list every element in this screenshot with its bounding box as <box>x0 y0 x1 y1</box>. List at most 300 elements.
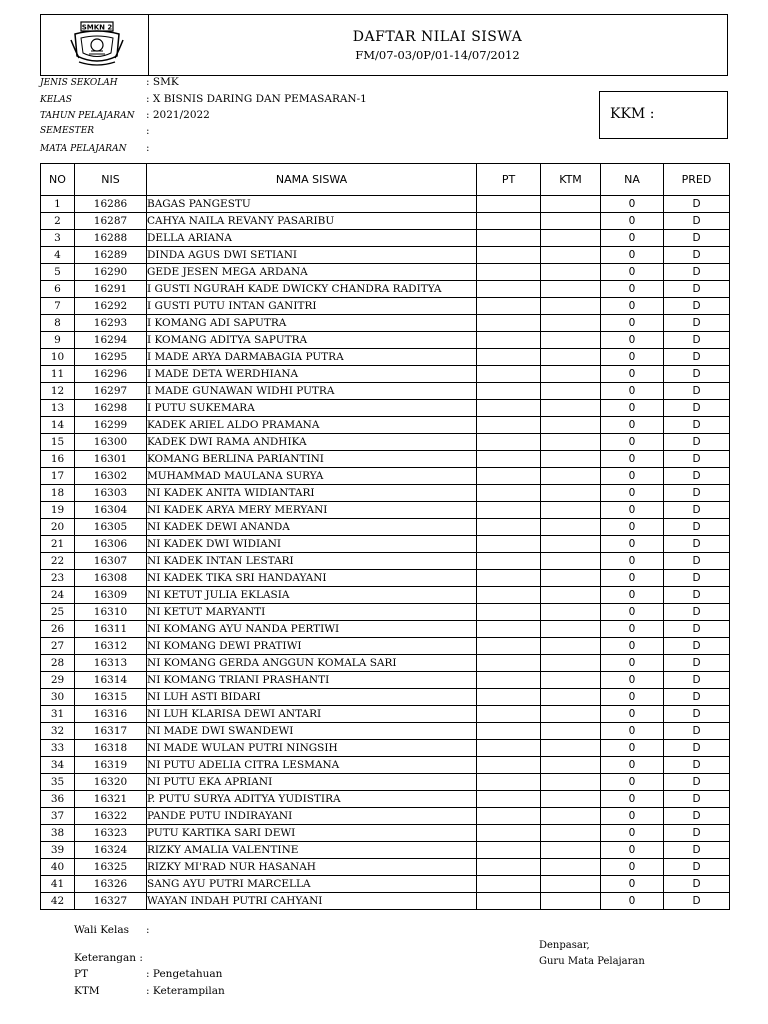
cell-na: 0 <box>601 553 664 570</box>
cell-pred: D <box>664 757 730 774</box>
cell-nis: 16298 <box>75 400 147 417</box>
cell-nis: 16313 <box>75 655 147 672</box>
cell-no: 16 <box>41 451 75 468</box>
cell-pred: D <box>664 332 730 349</box>
cell-nis: 16312 <box>75 638 147 655</box>
cell-ktm <box>541 723 601 740</box>
cell-ktm <box>541 553 601 570</box>
cell-no: 14 <box>41 417 75 434</box>
cell-no: 9 <box>41 332 75 349</box>
cell-ktm <box>541 485 601 502</box>
cell-pt <box>477 468 541 485</box>
document-title: DAFTAR NILAI SISWA <box>352 29 523 45</box>
col-header-ktm: KTM <box>541 164 601 196</box>
cell-pt <box>477 519 541 536</box>
wali-kelas-value: : <box>146 924 150 936</box>
cell-na: 0 <box>601 485 664 502</box>
cell-name: I GUSTI NGURAH KADE DWICKY CHANDRA RADITYA <box>147 281 477 298</box>
cell-nis: 16321 <box>75 791 147 808</box>
cell-no: 24 <box>41 587 75 604</box>
cell-ktm <box>541 400 601 417</box>
cell-pt <box>477 655 541 672</box>
cell-na: 0 <box>601 587 664 604</box>
table-row <box>41 213 730 230</box>
cell-pred: D <box>664 553 730 570</box>
cell-nis: 16286 <box>75 196 147 213</box>
cell-na: 0 <box>601 417 664 434</box>
cell-no: 40 <box>41 859 75 876</box>
cell-ktm <box>541 213 601 230</box>
cell-nis: 16300 <box>75 434 147 451</box>
cell-no: 29 <box>41 672 75 689</box>
table-row <box>41 791 730 808</box>
col-header-pt: PT <box>477 164 541 196</box>
cell-no: 18 <box>41 485 75 502</box>
cell-pred: D <box>664 876 730 893</box>
cell-pt <box>477 247 541 264</box>
cell-ktm <box>541 383 601 400</box>
cell-pt <box>477 417 541 434</box>
cell-name: RIZKY MI'RAD NUR HASANAH <box>147 859 477 876</box>
cell-nis: 16304 <box>75 502 147 519</box>
cell-ktm <box>541 621 601 638</box>
table-row <box>41 859 730 876</box>
cell-pred: D <box>664 536 730 553</box>
cell-no: 34 <box>41 757 75 774</box>
cell-name: I KOMANG ADITYA SAPUTRA <box>147 332 477 349</box>
col-header-na: NA <box>601 164 664 196</box>
cell-pred: D <box>664 791 730 808</box>
cell-ktm <box>541 808 601 825</box>
cell-nis: 16324 <box>75 842 147 859</box>
cell-pred: D <box>664 893 730 910</box>
cell-no: 15 <box>41 434 75 451</box>
cell-ktm <box>541 791 601 808</box>
legend-pt-abbr: PT <box>74 968 89 980</box>
cell-ktm <box>541 536 601 553</box>
cell-name: NI KOMANG AYU NANDA PERTIWI <box>147 621 477 638</box>
cell-na: 0 <box>601 859 664 876</box>
cell-pred: D <box>664 298 730 315</box>
col-header-nis: NIS <box>75 164 147 196</box>
col-header-pred: PRED <box>664 164 730 196</box>
cell-na: 0 <box>601 383 664 400</box>
cell-na: 0 <box>601 434 664 451</box>
cell-pt <box>477 825 541 842</box>
cell-nis: 16314 <box>75 672 147 689</box>
cell-no: 17 <box>41 468 75 485</box>
cell-name: NI PUTU ADELIA CITRA LESMANA <box>147 757 477 774</box>
cell-na: 0 <box>601 689 664 706</box>
table-header-row <box>41 164 730 196</box>
cell-nis: 16323 <box>75 825 147 842</box>
kkm-label: KKM : <box>610 106 655 122</box>
col-header-no: NO <box>41 164 75 196</box>
cell-pred: D <box>664 417 730 434</box>
cell-pt <box>477 315 541 332</box>
cell-no: 23 <box>41 570 75 587</box>
cell-name: WAYAN INDAH PUTRI CAHYANI <box>147 893 477 910</box>
cell-nis: 16327 <box>75 893 147 910</box>
cell-no: 10 <box>41 349 75 366</box>
value-semester: : <box>146 125 150 137</box>
cell-no: 11 <box>41 366 75 383</box>
cell-pt <box>477 570 541 587</box>
cell-name: KADEK DWI RAMA ANDHIKA <box>147 434 477 451</box>
cell-no: 26 <box>41 621 75 638</box>
cell-na: 0 <box>601 825 664 842</box>
cell-na: 0 <box>601 706 664 723</box>
wali-kelas-label: Wali Kelas <box>74 924 129 936</box>
table-row <box>41 655 730 672</box>
document-code: FM/07-03/0P/01-14/07/2012 <box>355 48 520 62</box>
cell-name: I KOMANG ADI SAPUTRA <box>147 315 477 332</box>
cell-na: 0 <box>601 366 664 383</box>
cell-pred: D <box>664 706 730 723</box>
table-row <box>41 315 730 332</box>
cell-name: RIZKY AMALIA VALENTINE <box>147 842 477 859</box>
cell-na: 0 <box>601 536 664 553</box>
cell-na: 0 <box>601 281 664 298</box>
cell-pred: D <box>664 468 730 485</box>
cell-ktm <box>541 247 601 264</box>
cell-pred: D <box>664 349 730 366</box>
cell-pt <box>477 706 541 723</box>
cell-ktm <box>541 672 601 689</box>
cell-ktm <box>541 706 601 723</box>
cell-na: 0 <box>601 757 664 774</box>
cell-pred: D <box>664 434 730 451</box>
cell-ktm <box>541 587 601 604</box>
cell-pt <box>477 587 541 604</box>
cell-pt <box>477 366 541 383</box>
table-row <box>41 400 730 417</box>
cell-name: BAGAS PANGESTU <box>147 196 477 213</box>
label-jenis-sekolah: JENIS SEKOLAH <box>40 78 118 88</box>
cell-nis: 16293 <box>75 315 147 332</box>
logo-cell <box>41 15 149 75</box>
cell-nis: 16325 <box>75 859 147 876</box>
cell-pt <box>477 553 541 570</box>
cell-pt <box>477 281 541 298</box>
cell-ktm <box>541 825 601 842</box>
cell-ktm <box>541 468 601 485</box>
cell-pred: D <box>664 859 730 876</box>
cell-na: 0 <box>601 672 664 689</box>
cell-ktm <box>541 502 601 519</box>
cell-pt <box>477 740 541 757</box>
cell-name: NI MADE WULAN PUTRI NINGSIH <box>147 740 477 757</box>
cell-pred: D <box>664 655 730 672</box>
cell-nis: 16288 <box>75 230 147 247</box>
cell-na: 0 <box>601 842 664 859</box>
cell-pt <box>477 332 541 349</box>
cell-no: 22 <box>41 553 75 570</box>
teacher-role-label: Guru Mata Pelajaran <box>539 956 645 967</box>
cell-pt <box>477 230 541 247</box>
cell-na: 0 <box>601 791 664 808</box>
cell-pt <box>477 451 541 468</box>
cell-nis: 16308 <box>75 570 147 587</box>
cell-pred: D <box>664 842 730 859</box>
cell-ktm <box>541 893 601 910</box>
cell-nis: 16305 <box>75 519 147 536</box>
value-tahun-pelajaran: : 2021/2022 <box>146 109 210 121</box>
table-row <box>41 451 730 468</box>
cell-pt <box>477 672 541 689</box>
table-row <box>41 825 730 842</box>
cell-ktm <box>541 604 601 621</box>
cell-na: 0 <box>601 638 664 655</box>
cell-nis: 16318 <box>75 740 147 757</box>
table-row <box>41 349 730 366</box>
cell-no: 35 <box>41 774 75 791</box>
cell-ktm <box>541 366 601 383</box>
cell-no: 33 <box>41 740 75 757</box>
cell-na: 0 <box>601 213 664 230</box>
cell-na: 0 <box>601 247 664 264</box>
table-row <box>41 298 730 315</box>
cell-no: 28 <box>41 655 75 672</box>
cell-name: PUTU KARTIKA SARI DEWI <box>147 825 477 842</box>
cell-ktm <box>541 281 601 298</box>
cell-nis: 16290 <box>75 264 147 281</box>
table-row <box>41 842 730 859</box>
cell-nis: 16294 <box>75 332 147 349</box>
cell-name: I MADE GUNAWAN WIDHI PUTRA <box>147 383 477 400</box>
table-row <box>41 723 730 740</box>
cell-nis: 16310 <box>75 604 147 621</box>
cell-nis: 16302 <box>75 468 147 485</box>
cell-ktm <box>541 196 601 213</box>
cell-ktm <box>541 655 601 672</box>
cell-pred: D <box>664 570 730 587</box>
table-row <box>41 383 730 400</box>
cell-nis: 16306 <box>75 536 147 553</box>
cell-pt <box>477 757 541 774</box>
cell-pred: D <box>664 247 730 264</box>
cell-name: I MADE DETA WERDHIANA <box>147 366 477 383</box>
cell-pt <box>477 604 541 621</box>
table-row <box>41 808 730 825</box>
cell-no: 13 <box>41 400 75 417</box>
cell-pt <box>477 876 541 893</box>
cell-ktm <box>541 774 601 791</box>
cell-pt <box>477 893 541 910</box>
table-row <box>41 264 730 281</box>
cell-nis: 16316 <box>75 706 147 723</box>
cell-nis: 16320 <box>75 774 147 791</box>
cell-nis: 16307 <box>75 553 147 570</box>
cell-pred: D <box>664 825 730 842</box>
cell-no: 12 <box>41 383 75 400</box>
cell-na: 0 <box>601 808 664 825</box>
cell-pt <box>477 774 541 791</box>
cell-na: 0 <box>601 774 664 791</box>
cell-na: 0 <box>601 740 664 757</box>
cell-name: DINDA AGUS DWI SETIANI <box>147 247 477 264</box>
cell-pt <box>477 383 541 400</box>
cell-pt <box>477 264 541 281</box>
cell-name: NI KOMANG GERDA ANGGUN KOMALA SARI <box>147 655 477 672</box>
cell-name: I MADE ARYA DARMABAGIA PUTRA <box>147 349 477 366</box>
cell-name: NI MADE DWI SWANDEWI <box>147 723 477 740</box>
cell-pred: D <box>664 740 730 757</box>
cell-no: 42 <box>41 893 75 910</box>
table-row <box>41 468 730 485</box>
cell-nis: 16303 <box>75 485 147 502</box>
cell-pred: D <box>664 808 730 825</box>
cell-pred: D <box>664 723 730 740</box>
cell-pred: D <box>664 672 730 689</box>
cell-nis: 16326 <box>75 876 147 893</box>
cell-pt <box>477 196 541 213</box>
cell-na: 0 <box>601 230 664 247</box>
cell-no: 39 <box>41 842 75 859</box>
cell-name: GEDE JESEN MEGA ARDANA <box>147 264 477 281</box>
cell-ktm <box>541 332 601 349</box>
cell-pred: D <box>664 230 730 247</box>
cell-nis: 16319 <box>75 757 147 774</box>
cell-name: NI KOMANG DEWI PRATIWI <box>147 638 477 655</box>
cell-pred: D <box>664 604 730 621</box>
table-row <box>41 196 730 213</box>
table-row <box>41 417 730 434</box>
cell-na: 0 <box>601 604 664 621</box>
cell-pred: D <box>664 587 730 604</box>
cell-ktm <box>541 740 601 757</box>
cell-nis: 16297 <box>75 383 147 400</box>
table-row <box>41 230 730 247</box>
cell-nis: 16292 <box>75 298 147 315</box>
cell-name: NI KADEK DEWI ANANDA <box>147 519 477 536</box>
legend-pt-desc: : Pengetahuan <box>146 968 223 980</box>
cell-ktm <box>541 434 601 451</box>
cell-no: 21 <box>41 536 75 553</box>
cell-pt <box>477 434 541 451</box>
table-row <box>41 281 730 298</box>
cell-no: 41 <box>41 876 75 893</box>
cell-na: 0 <box>601 451 664 468</box>
value-kelas: : X BISNIS DARING DAN PEMASARAN-1 <box>146 93 367 105</box>
place-label: Denpasar, <box>539 940 590 951</box>
table-row <box>41 672 730 689</box>
cell-pred: D <box>664 621 730 638</box>
cell-name: NI PUTU EKA APRIANI <box>147 774 477 791</box>
table-row <box>41 247 730 264</box>
cell-pt <box>477 485 541 502</box>
table-row <box>41 621 730 638</box>
table-row <box>41 893 730 910</box>
cell-pt <box>477 213 541 230</box>
cell-name: NI KADEK ARYA MERY MERYANI <box>147 502 477 519</box>
cell-pred: D <box>664 213 730 230</box>
logo-text: SMKN 2 <box>81 23 113 32</box>
cell-pt <box>477 400 541 417</box>
label-semester: SEMESTER <box>40 126 95 136</box>
cell-name: NI LUH ASTI BIDARI <box>147 689 477 706</box>
cell-no: 6 <box>41 281 75 298</box>
cell-pt <box>477 536 541 553</box>
table-row <box>41 604 730 621</box>
cell-pred: D <box>664 519 730 536</box>
cell-no: 4 <box>41 247 75 264</box>
cell-pt <box>477 808 541 825</box>
cell-ktm <box>541 876 601 893</box>
cell-nis: 16295 <box>75 349 147 366</box>
grade-table <box>40 163 730 910</box>
cell-ktm <box>541 842 601 859</box>
cell-pt <box>477 502 541 519</box>
cell-nis: 16317 <box>75 723 147 740</box>
table-body <box>41 196 730 910</box>
cell-pred: D <box>664 366 730 383</box>
cell-name: NI KETUT JULIA EKLASIA <box>147 587 477 604</box>
cell-na: 0 <box>601 723 664 740</box>
cell-name: NI KOMANG TRIANI PRASHANTI <box>147 672 477 689</box>
cell-name: MUHAMMAD MAULANA SURYA <box>147 468 477 485</box>
cell-na: 0 <box>601 298 664 315</box>
cell-no: 5 <box>41 264 75 281</box>
table-row <box>41 519 730 536</box>
cell-ktm <box>541 230 601 247</box>
cell-name: CAHYA NAILA REVANY PASARIBU <box>147 213 477 230</box>
cell-no: 2 <box>41 213 75 230</box>
cell-name: NI LUH KLARISA DEWI ANTARI <box>147 706 477 723</box>
table-row <box>41 366 730 383</box>
cell-ktm <box>541 689 601 706</box>
cell-pt <box>477 298 541 315</box>
cell-na: 0 <box>601 196 664 213</box>
cell-no: 3 <box>41 230 75 247</box>
label-kelas: KELAS <box>40 95 72 105</box>
keterangan-label: Keterangan : <box>74 952 143 964</box>
cell-pred: D <box>664 638 730 655</box>
cell-no: 36 <box>41 791 75 808</box>
cell-pred: D <box>664 196 730 213</box>
cell-ktm <box>541 298 601 315</box>
cell-no: 20 <box>41 519 75 536</box>
cell-ktm <box>541 519 601 536</box>
cell-pred: D <box>664 315 730 332</box>
cell-nis: 16309 <box>75 587 147 604</box>
table-row <box>41 332 730 349</box>
cell-no: 31 <box>41 706 75 723</box>
cell-name: I PUTU SUKEMARA <box>147 400 477 417</box>
cell-ktm <box>541 264 601 281</box>
table-row <box>41 502 730 519</box>
table-row <box>41 706 730 723</box>
value-mata-pelajaran: : <box>146 142 150 154</box>
table-row <box>41 536 730 553</box>
kkm-box <box>599 91 728 139</box>
cell-ktm <box>541 757 601 774</box>
cell-name: NI KADEK ANITA WIDIANTARI <box>147 485 477 502</box>
cell-no: 32 <box>41 723 75 740</box>
cell-ktm <box>541 451 601 468</box>
col-header-name: NAMA SISWA <box>147 164 477 196</box>
cell-pt <box>477 689 541 706</box>
cell-pred: D <box>664 281 730 298</box>
cell-no: 7 <box>41 298 75 315</box>
table-row <box>41 434 730 451</box>
cell-nis: 16299 <box>75 417 147 434</box>
table-row <box>41 587 730 604</box>
cell-ktm <box>541 349 601 366</box>
cell-pred: D <box>664 451 730 468</box>
cell-no: 25 <box>41 604 75 621</box>
cell-ktm <box>541 315 601 332</box>
